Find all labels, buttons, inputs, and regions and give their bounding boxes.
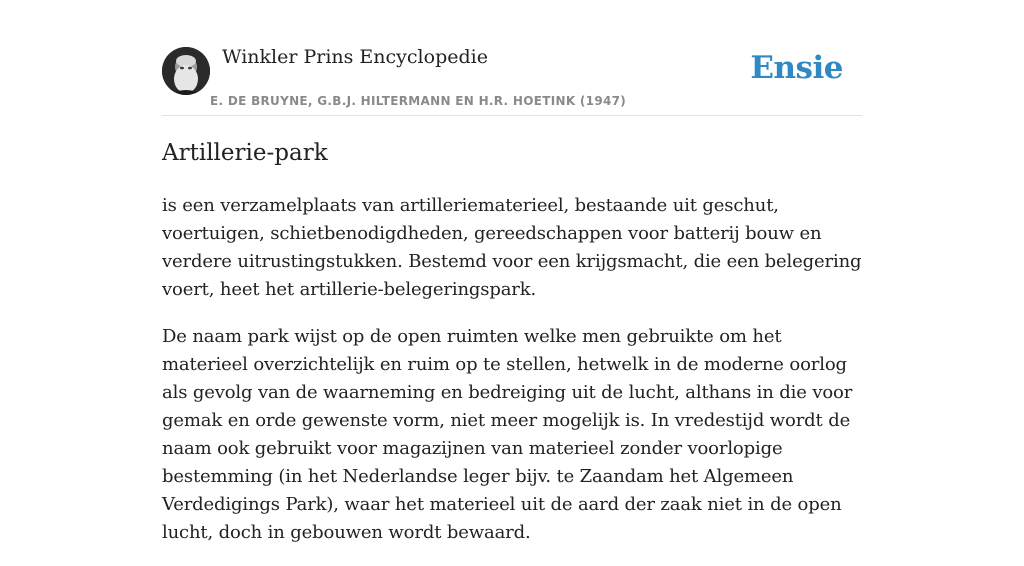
author-portrait-icon[interactable] (162, 47, 210, 95)
site-header (162, 0, 862, 116)
brand-logo[interactable]: Ensie (750, 50, 843, 86)
article-paragraph: is een verzamelplaats van artilleriematerieel, bestaande uit geschut, voertuigen, schietbenodigdheden, gereedschappen voor batterij bouw en verdere uitrustingstukken. Bestemd voor een krijgsmacht, die een belegering voert, heet het artillerie-belegeringspark. (162, 195, 862, 300)
article-title: Artillerie-park (162, 140, 328, 166)
article-paragraph: De naam park wijst op de open ruimten welke men gebruikte om het materieel overzichtelijk en ruim op te stellen, hetwelk in de moderne oorlog als gevolg van de waarneming en bedreiging uit de lucht, althans in die voor gemak en orde gewenste vorm, niet meer mogelijk is. In vredestijd wordt de naam ook gebruikt voor magazijnen van materieel zonder voorlopige bestemming (in het Nederlandse leger bijv. te Zaandam het Algemeen Verdedigings Park), waar het materieel uit de aard der zaak niet in de open lucht, doch in gebouwen wordt bewaard. (162, 326, 853, 543)
article-body (162, 192, 862, 566)
site-title[interactable]: Winkler Prins Encyclopedie (222, 46, 488, 68)
authors-credit: E. DE BRUYNE, G.B.J. HILTERMANN EN H.R. HOETINK (1947) (210, 94, 627, 108)
page-content (162, 0, 862, 543)
